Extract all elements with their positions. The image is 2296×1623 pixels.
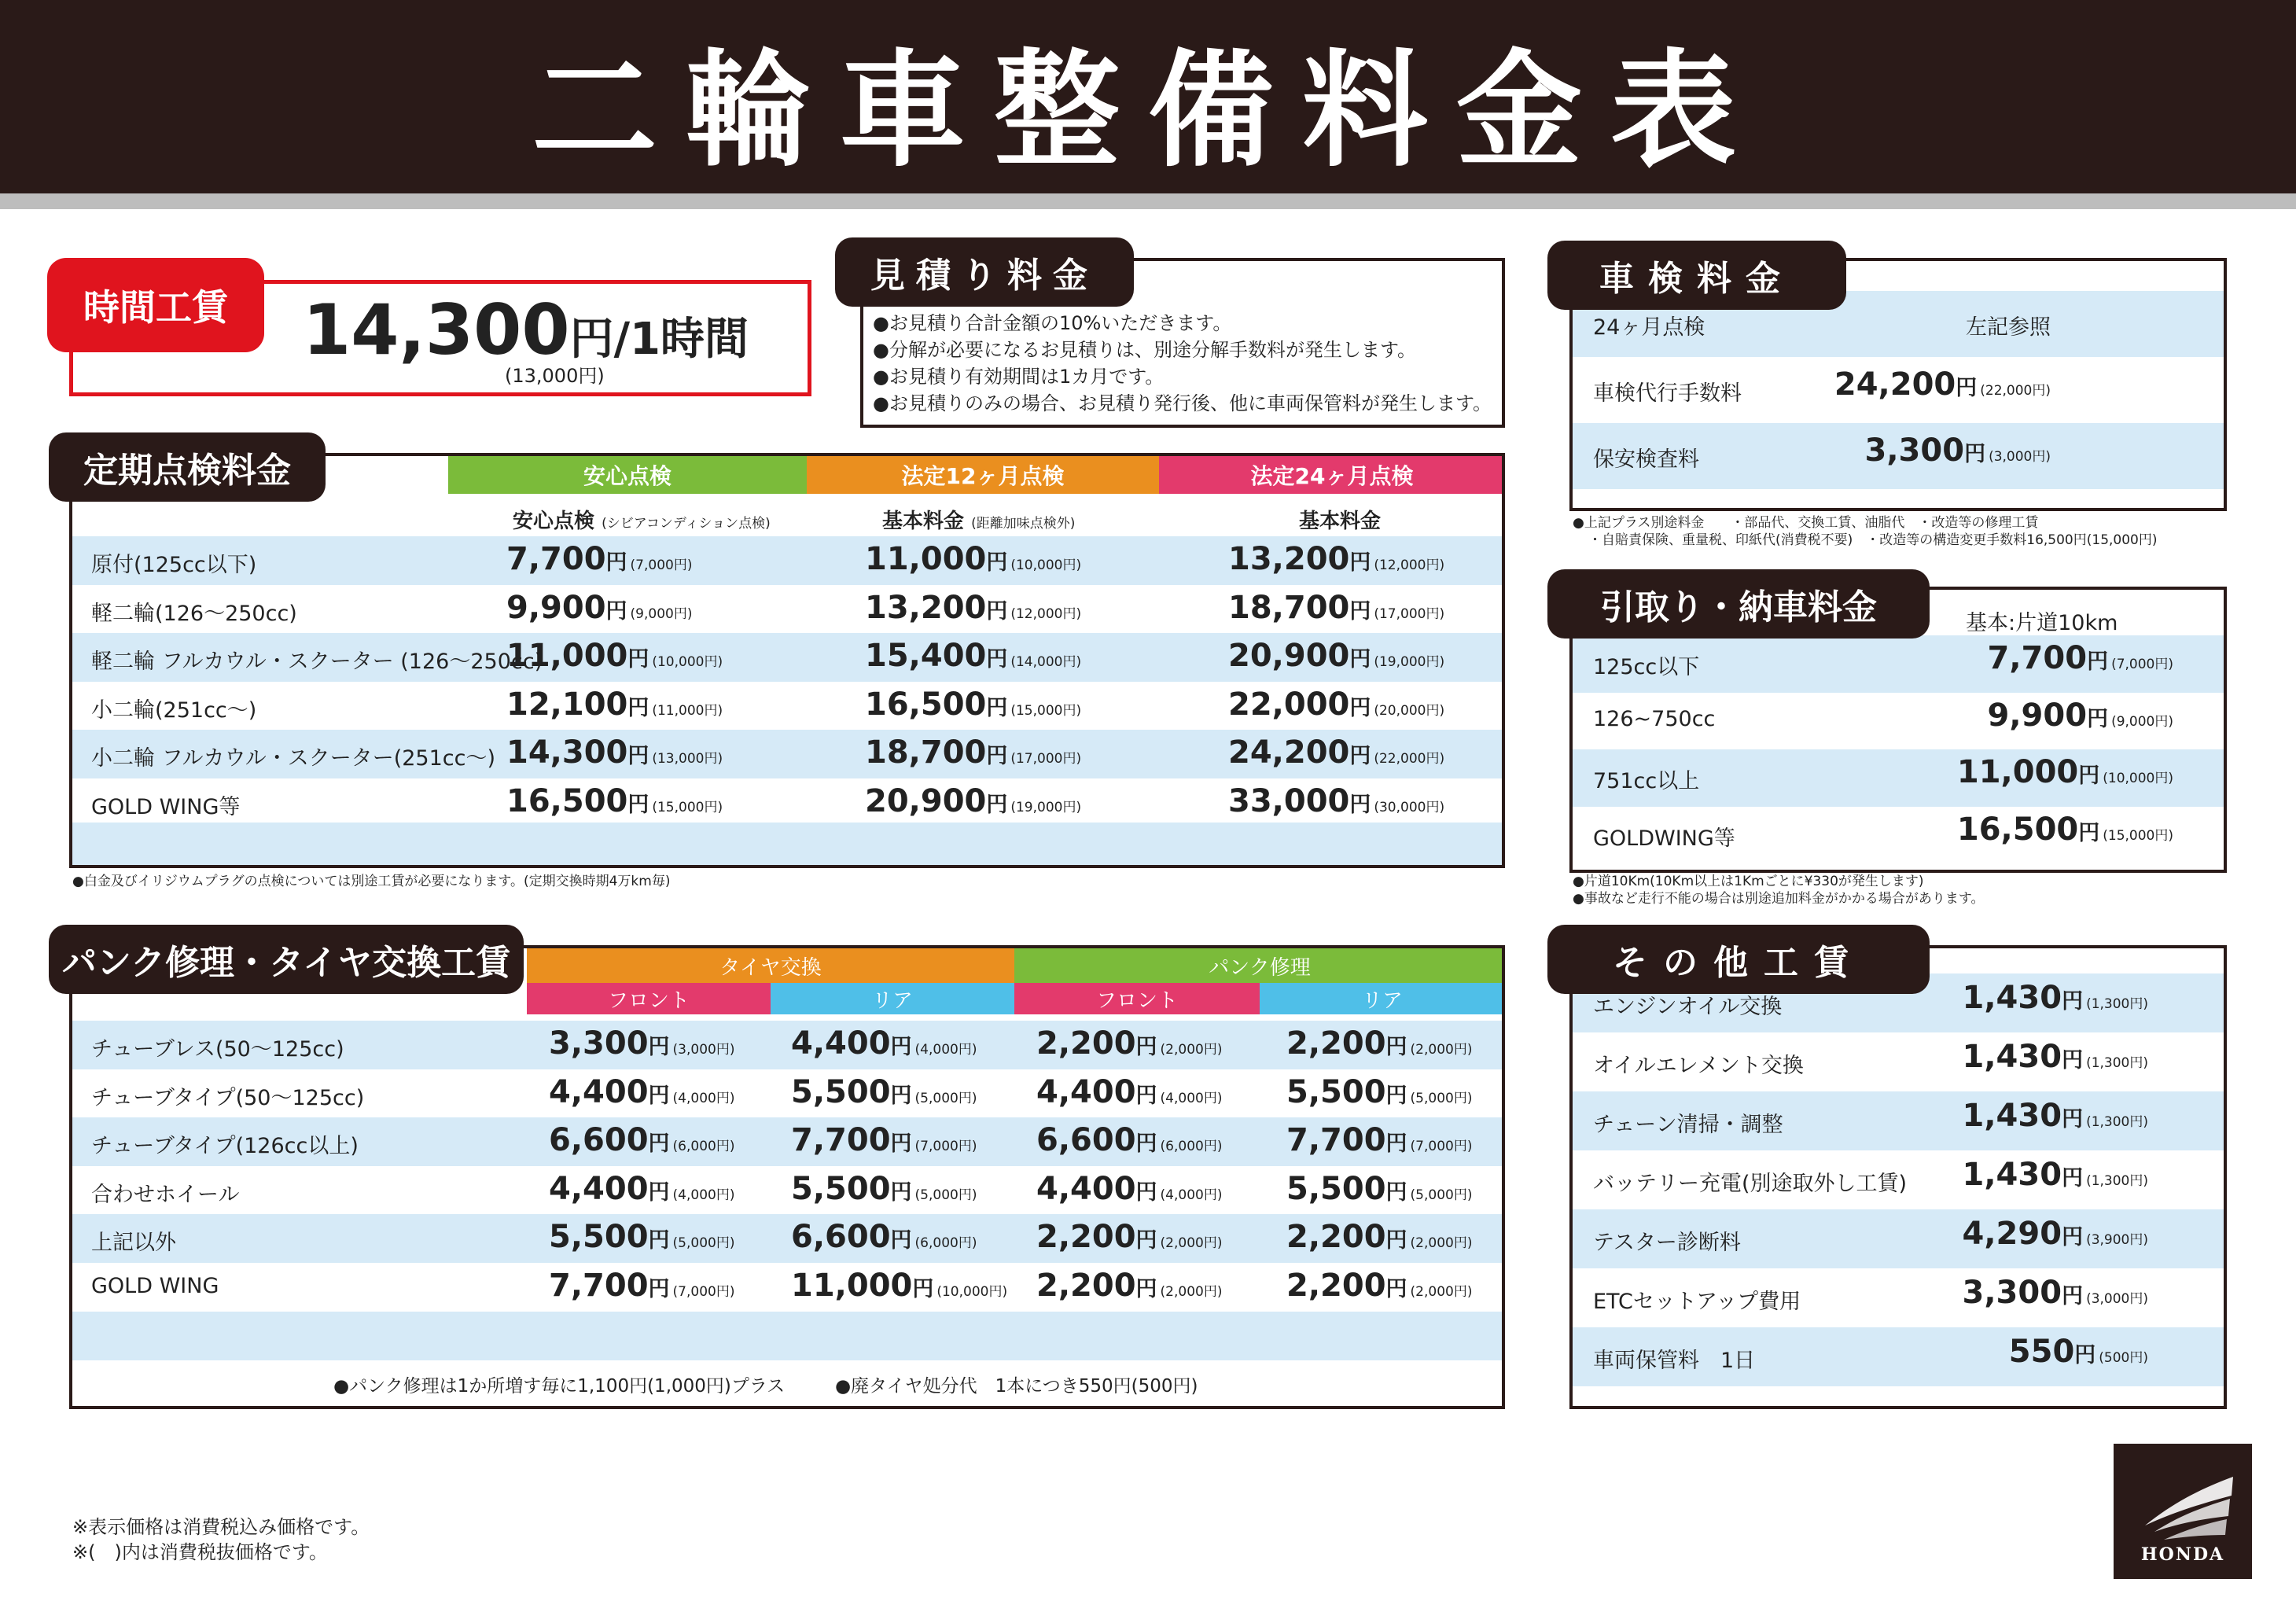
price-sub: (2,000円) — [1160, 1283, 1223, 1300]
price-cell — [1036, 1171, 1222, 1207]
price-value: 11,000 — [506, 638, 628, 674]
price-yen: 円 — [627, 792, 649, 817]
price-sub: (4,000円) — [672, 1187, 735, 1203]
price-value: 3,300 — [1962, 1274, 2062, 1311]
price-value: 20,900 — [865, 782, 987, 819]
price-sub: (7,000円) — [1410, 1139, 1473, 1154]
row-label: GOLD WING — [91, 1273, 219, 1298]
price-yen: 円 — [1956, 376, 1978, 400]
price-yen: 円 — [627, 695, 649, 720]
price-sub: (1,300円) — [2086, 1113, 2148, 1130]
price-yen: 円 — [986, 647, 1008, 672]
price-value: 3,300 — [549, 1025, 649, 1062]
price-sub: (7,000円) — [2111, 657, 2173, 673]
price-cell — [1966, 310, 2051, 340]
price-yen: 円 — [2062, 1047, 2084, 1073]
row-label: GOLDWING等 — [1593, 826, 1735, 851]
price-value: 4,400 — [549, 1073, 649, 1110]
price-yen: 円 — [986, 550, 1008, 575]
price-cell — [1988, 640, 2173, 676]
row-label: 24ヶ月点検 — [1593, 315, 1705, 340]
pickup-base: 基本:片道10km — [1966, 611, 2118, 635]
price-cell — [865, 783, 1081, 819]
price-sub: (4,000円) — [672, 1090, 735, 1106]
price-sub: (5,000円) — [914, 1090, 977, 1106]
price-cell — [1988, 697, 2173, 734]
price-cell — [865, 638, 1081, 674]
price-yen: 円 — [648, 1276, 670, 1301]
price-cell — [865, 541, 1081, 577]
tire-note-disposal: ●廃タイヤ処分代 1本につき550円(500円) — [835, 1376, 1198, 1397]
row-label: 751cc以上 — [1593, 769, 1700, 794]
price-sub: (3,000円) — [1989, 449, 2051, 465]
price-yen: 円 — [1385, 1132, 1407, 1156]
price-value: 1,430 — [1962, 979, 2062, 1016]
price-yen: 円 — [2074, 1342, 2096, 1367]
col-header-rear: リア — [1260, 983, 1505, 1014]
price-yen: 円 — [2062, 1283, 2084, 1308]
price-sub: (15,000円) — [1010, 702, 1082, 719]
price-cell — [1286, 1025, 1472, 1062]
row-label: 軽二輪(126〜250cc) — [91, 601, 297, 626]
subheader-anshin: 安心点検 (シビアコンディション点検) — [513, 510, 771, 533]
price-cell — [1963, 1157, 2148, 1193]
price-value: 4,400 — [1036, 1073, 1136, 1110]
price-cell — [549, 1171, 734, 1207]
row-label: 小二輪(251cc〜) — [91, 697, 257, 723]
price-sub: (4,000円) — [914, 1042, 977, 1058]
price-sub: (10,000円) — [652, 654, 723, 670]
price-cell — [1228, 541, 1444, 577]
price-value: 7,700 — [1987, 640, 2088, 677]
price-value: 4,400 — [1036, 1170, 1136, 1207]
price-yen: 円 — [2078, 764, 2100, 789]
price-yen: 円 — [2062, 1106, 2084, 1132]
price-sub: (1,300円) — [2086, 996, 2148, 1012]
price-sub: (15,000円) — [2103, 827, 2173, 844]
price-cell — [1228, 783, 1444, 819]
price-value: 7,700 — [1286, 1122, 1386, 1158]
price-sub: (2,000円) — [1160, 1042, 1223, 1058]
price-yen: 円 — [605, 598, 627, 624]
price-cell — [1286, 1268, 1472, 1304]
price-cell — [1228, 734, 1444, 771]
price-sub: (17,000円) — [1374, 605, 1445, 622]
col-header-24month: 法定24ヶ月点検 — [1159, 456, 1505, 494]
price-value: 5,500 — [1286, 1073, 1386, 1110]
labor-price — [303, 289, 749, 370]
periodic-table — [69, 453, 1505, 868]
price-cell — [791, 1268, 1007, 1304]
row-label: テスター診断料 — [1593, 1230, 1741, 1255]
price-value: 3,300 — [1864, 432, 1965, 469]
price-cell — [1228, 638, 1444, 674]
price-cell — [1286, 1074, 1472, 1110]
row-label: チューブレス(50〜125cc) — [91, 1037, 344, 1062]
price-cell — [791, 1171, 977, 1207]
row-label: チェーン清掃・調整 — [1593, 1112, 1783, 1137]
price-value: 6,600 — [549, 1122, 649, 1158]
shaken-tag: 車検料金 — [1547, 241, 1846, 310]
price-yen: 円 — [1349, 598, 1371, 624]
price-yen: 円 — [986, 598, 1008, 624]
price-sub: (10,000円) — [2103, 771, 2173, 787]
price-cell — [1036, 1268, 1222, 1304]
price-cell — [1286, 1122, 1472, 1158]
tire-table — [69, 945, 1505, 1409]
price-sub: (10,000円) — [1010, 558, 1082, 573]
price-yen: 円 — [912, 1276, 934, 1301]
price-cell — [791, 1074, 977, 1110]
price-yen: 円 — [1135, 1035, 1157, 1059]
price-sub: (5,000円) — [672, 1235, 735, 1251]
pickup-note: ●片道10Km(10Km以上は1Kmごとに¥330が発生します) — [1573, 874, 1924, 889]
price-yen: 円 — [1349, 695, 1371, 720]
price-cell — [1286, 1219, 1472, 1255]
price-value: 5,500 — [1286, 1170, 1386, 1207]
price-sub: (2,000円) — [1160, 1235, 1223, 1251]
price-cell — [506, 734, 723, 771]
pickup-tag: 引取り・納車料金 — [1547, 569, 1930, 639]
row-label: チューブタイプ(50〜125cc) — [91, 1085, 365, 1110]
price-value: 550 — [2008, 1333, 2075, 1370]
price-cell — [1036, 1122, 1222, 1158]
price-value: 24,200 — [1834, 366, 1956, 403]
price-cell — [1228, 686, 1444, 723]
price-cell — [506, 783, 723, 819]
price-sub: (2,000円) — [1410, 1283, 1473, 1300]
col-header-anshin: 安心点検 — [448, 456, 807, 494]
price-sub: (3,900円) — [2086, 1231, 2148, 1248]
price-cell — [1963, 1216, 2148, 1252]
price-yen: 円 — [986, 744, 1008, 768]
price-yen: 円 — [890, 1132, 912, 1156]
price-sub: (5,000円) — [914, 1187, 977, 1203]
header-divider — [0, 193, 2296, 209]
price-cell — [1963, 1039, 2148, 1075]
price-yen: 円 — [1135, 1180, 1157, 1205]
price-cell — [1957, 812, 2173, 848]
price-yen: 円 — [890, 1180, 912, 1205]
price-value: 16,500 — [865, 686, 987, 723]
estimate-note: ●お見積り合計金額の10%いただきます。 — [873, 312, 1232, 334]
price-value: 24,200 — [1228, 734, 1350, 771]
price-sub: (4,000円) — [1160, 1090, 1223, 1106]
price-sub: (7,000円) — [672, 1283, 735, 1300]
price-cell — [506, 686, 723, 723]
price-value: 7,700 — [791, 1122, 891, 1158]
price-cell — [549, 1025, 734, 1062]
price-value: 5,500 — [791, 1170, 891, 1207]
tire-tag: パンク修理・タイヤ交換工賃 — [49, 925, 524, 994]
price-cell — [506, 638, 723, 674]
price-value: 12,100 — [506, 686, 628, 723]
price-sub: (2,000円) — [1410, 1042, 1473, 1058]
row-label: チューブタイプ(126cc以上) — [91, 1134, 359, 1158]
pickup-note: ●事故など走行不能の場合は別途追加料金がかかる場合があります。 — [1573, 891, 1985, 907]
labor-price-unit: 円/1時間 — [569, 314, 749, 365]
price-sub: (1,300円) — [2086, 1172, 2148, 1189]
footer-note: ※( )内は消費税抜価格です。 — [72, 1541, 328, 1563]
price-value: 5,500 — [549, 1219, 649, 1255]
price-yen: 円 — [627, 744, 649, 768]
price-sub: (9,000円) — [630, 605, 693, 622]
shaken-note: ・自賠責保険、重量税、印紙代(消費税不要) ・改造等の構造変更手数料16,500円(15,000円) — [1588, 532, 2158, 548]
subheader-24month: 基本料金 — [1299, 510, 1382, 533]
price-value: 1,430 — [1962, 1038, 2062, 1075]
price-value: 13,200 — [1228, 541, 1350, 577]
price-value: 4,290 — [1962, 1215, 2062, 1252]
estimate-note: ●お見積りのみの場合、お見積り発行後、他に車両保管料が発生します。 — [873, 392, 1492, 414]
row-label: 車検代行手数料 — [1593, 381, 1742, 406]
price-yen: 円 — [605, 550, 627, 575]
price-yen: 円 — [1385, 1228, 1407, 1253]
price-sub: (17,000円) — [1010, 751, 1082, 767]
row-label: 車両保管料 1日 — [1593, 1348, 1756, 1373]
price-cell — [549, 1122, 734, 1158]
price-yen: 円 — [1385, 1035, 1407, 1059]
price-yen: 円 — [648, 1035, 670, 1059]
price-sub: (19,000円) — [1010, 799, 1082, 815]
price-yen: 円 — [890, 1083, 912, 1108]
price-yen: 円 — [890, 1035, 912, 1059]
row-label: エンジンオイル交換 — [1593, 994, 1783, 1019]
price-value: 9,900 — [506, 589, 606, 626]
price-sub: (20,000円) — [1374, 702, 1445, 719]
price-sub: (30,000円) — [1374, 799, 1445, 815]
row-label: 小二輪 フルカウル・スクーター(251cc〜) — [91, 746, 495, 771]
price-sub: (6,000円) — [914, 1235, 977, 1251]
row-label: GOLD WING等 — [91, 794, 241, 819]
row-label: 合わせホイール — [91, 1182, 240, 1207]
price-yen: 円 — [648, 1132, 670, 1156]
price-value: 7,700 — [549, 1267, 649, 1304]
price-cell — [1036, 1219, 1222, 1255]
price-sub: (22,000円) — [1374, 751, 1445, 767]
price-sub: (19,000円) — [1374, 654, 1445, 670]
price-value: 16,500 — [1956, 811, 2079, 848]
price-value: 11,000 — [865, 541, 987, 577]
row-label: バッテリー充電(別途取外し工賃) — [1593, 1171, 1908, 1196]
price-cell — [1036, 1074, 1222, 1110]
price-cell — [506, 590, 692, 626]
price-yen: 円 — [1385, 1180, 1407, 1205]
price-sub: (3,000円) — [2086, 1290, 2148, 1307]
price-sub: (5,000円) — [1410, 1187, 1473, 1203]
price-sub: (6,000円) — [1160, 1139, 1223, 1154]
price-yen: 円 — [2062, 988, 2084, 1014]
shaken-note: ●上記プラス別途料金 ・部品代、交換工賃、油脂代 ・改造等の修理工賃 — [1573, 515, 2039, 531]
estimate-notes — [873, 310, 1492, 417]
group-header-tire-change: タイヤ交換 — [527, 948, 1014, 983]
price-value: 18,700 — [1228, 589, 1350, 626]
group-header-puncture: パンク修理 — [1014, 948, 1505, 983]
price-value: 4,400 — [549, 1170, 649, 1207]
subheader-12month: 基本料金 (距離加味点検外) — [882, 510, 1076, 533]
page-title: 二輪車整備料金表 — [531, 37, 1764, 184]
price-yen: 円 — [648, 1228, 670, 1253]
labor-price-value: 14,300 — [303, 289, 570, 370]
price-value: 2,200 — [1036, 1219, 1136, 1255]
table-row-spacer — [72, 823, 1502, 868]
table-row-spacer — [72, 1312, 1502, 1360]
price-value: 9,900 — [1987, 697, 2088, 734]
row-label: 125cc以下 — [1593, 655, 1700, 680]
price-value: 18,700 — [865, 734, 987, 771]
price-sub: (3,000円) — [672, 1042, 735, 1058]
price-sub: (9,000円) — [2111, 713, 2173, 730]
labor-price-sub: (13,000円) — [505, 365, 605, 387]
price-cell — [1963, 1275, 2148, 1311]
price-yen: 円 — [986, 695, 1008, 720]
price-cell — [865, 734, 1081, 771]
price-yen: 円 — [1135, 1132, 1157, 1156]
price-value: 11,000 — [791, 1267, 913, 1304]
price-yen: 円 — [2062, 1224, 2084, 1249]
price-sub: (2,000円) — [1410, 1235, 1473, 1251]
price-cell — [1957, 754, 2173, 790]
price-cell — [1228, 590, 1444, 626]
other-tag: その他工賃 — [1547, 925, 1930, 994]
estimate-tag: 見積り料金 — [835, 237, 1134, 307]
price-yen: 円 — [1349, 744, 1371, 768]
col-header-rear: リア — [771, 983, 1014, 1014]
price-cell — [1286, 1171, 1472, 1207]
price-sub: (22,000円) — [1980, 383, 2051, 399]
row-label: 原付(125cc以下) — [91, 553, 257, 577]
price-yen: 円 — [2062, 1165, 2084, 1191]
price-value: 6,600 — [1036, 1122, 1136, 1158]
periodic-note: ●白金及びイリジウムプラグの点検については別途工賃が必要になります。(定期交換時期4万km毎) — [72, 874, 671, 889]
price-yen: 円 — [2078, 820, 2100, 845]
price-value: 左記参照 — [1966, 315, 2051, 340]
price-yen: 円 — [1385, 1276, 1407, 1301]
price-value: 1,430 — [1962, 1156, 2062, 1193]
price-value: 2,200 — [1286, 1267, 1386, 1304]
price-cell — [791, 1219, 977, 1255]
price-sub: (5,000円) — [1410, 1090, 1473, 1106]
price-cell — [791, 1122, 977, 1158]
price-value: 14,300 — [506, 734, 628, 771]
row-label: 保安検査料 — [1593, 447, 1699, 472]
price-value: 22,000 — [1228, 686, 1350, 723]
price-sub: (7,000円) — [630, 558, 693, 573]
price-yen: 円 — [890, 1228, 912, 1253]
price-cell — [506, 541, 692, 577]
honda-logo-text: HONDA — [2140, 1544, 2225, 1565]
periodic-tag: 定期点検料金 — [49, 432, 326, 502]
price-cell — [1963, 1098, 2148, 1134]
price-cell — [549, 1219, 734, 1255]
price-value: 7,700 — [506, 541, 606, 577]
price-value: 2,200 — [1286, 1219, 1386, 1255]
price-yen: 円 — [2087, 706, 2109, 731]
price-value: 33,000 — [1228, 782, 1350, 819]
estimate-note: ●お見積り有効期間は1カ月です。 — [873, 366, 1165, 388]
price-sub: (500円) — [2099, 1349, 2148, 1366]
row-label: 126~750cc — [1593, 706, 1716, 731]
price-yen: 円 — [1135, 1228, 1157, 1253]
price-cell — [549, 1268, 734, 1304]
row-label: 上記以外 — [91, 1231, 176, 1255]
price-sub: (11,000円) — [652, 702, 723, 719]
price-cell — [1036, 1025, 1222, 1062]
price-sub: (15,000円) — [652, 799, 723, 815]
price-cell — [865, 686, 1081, 723]
price-yen: 円 — [2087, 650, 2109, 675]
price-value: 5,500 — [791, 1073, 891, 1110]
price-cell — [791, 1025, 977, 1062]
price-yen: 円 — [1385, 1083, 1407, 1108]
row-label: ETCセットアップ費用 — [1593, 1289, 1801, 1314]
price-sub: (1,300円) — [2086, 1054, 2148, 1071]
labor-tag: 時間工賃 — [47, 258, 264, 352]
price-yen: 円 — [648, 1083, 670, 1108]
price-yen: 円 — [627, 647, 649, 672]
price-value: 11,000 — [1956, 754, 2079, 791]
price-yen: 円 — [1349, 792, 1371, 817]
other-table — [1569, 945, 2227, 1409]
footer-note: ※表示価格は消費税込み価格です。 — [72, 1516, 370, 1538]
row-label: 軽二輪 フルカウル・スクーター (126〜250cc) — [91, 650, 543, 674]
price-yen: 円 — [1964, 442, 1986, 466]
price-value: 2,200 — [1286, 1025, 1386, 1062]
price-yen: 円 — [1349, 550, 1371, 575]
col-header-front: フロント — [1014, 983, 1260, 1014]
price-yen: 円 — [1135, 1276, 1157, 1301]
price-sub: (4,000円) — [1160, 1187, 1223, 1203]
row-label: オイルエレメント交換 — [1593, 1053, 1804, 1078]
price-value: 4,400 — [791, 1025, 891, 1062]
price-value: 2,200 — [1036, 1025, 1136, 1062]
price-yen: 円 — [648, 1180, 670, 1205]
honda-logo — [2114, 1444, 2252, 1579]
price-sub: (6,000円) — [672, 1139, 735, 1154]
price-cell — [1865, 432, 2051, 469]
price-sub: (12,000円) — [1374, 558, 1445, 573]
price-cell — [865, 590, 1081, 626]
estimate-note: ●分解が必要になるお見積りは、別途分解手数料が発生します。 — [873, 339, 1417, 361]
price-sub: (7,000円) — [914, 1139, 977, 1154]
price-value: 13,200 — [865, 589, 987, 626]
price-value: 2,200 — [1036, 1267, 1136, 1304]
price-value: 15,400 — [865, 638, 987, 674]
price-sub: (10,000円) — [936, 1283, 1008, 1300]
price-value: 6,600 — [791, 1219, 891, 1255]
price-value: 16,500 — [506, 782, 628, 819]
col-header-front: フロント — [527, 983, 771, 1014]
price-sub: (12,000円) — [1010, 605, 1082, 622]
col-header-12month: 法定12ヶ月点検 — [807, 456, 1159, 494]
price-value: 20,900 — [1228, 638, 1350, 674]
price-sub: (13,000円) — [652, 751, 723, 767]
price-cell — [1834, 366, 2051, 403]
price-cell — [549, 1074, 734, 1110]
price-sub: (14,000円) — [1010, 654, 1082, 670]
tire-note-puncture: ●パンク修理は1か所増す毎に1,100円(1,000円)プラス — [333, 1376, 786, 1397]
price-yen: 円 — [1135, 1083, 1157, 1108]
price-cell — [1963, 980, 2148, 1016]
price-cell — [2009, 1334, 2148, 1370]
price-yen: 円 — [986, 792, 1008, 817]
price-yen: 円 — [1349, 647, 1371, 672]
price-value: 1,430 — [1962, 1097, 2062, 1134]
